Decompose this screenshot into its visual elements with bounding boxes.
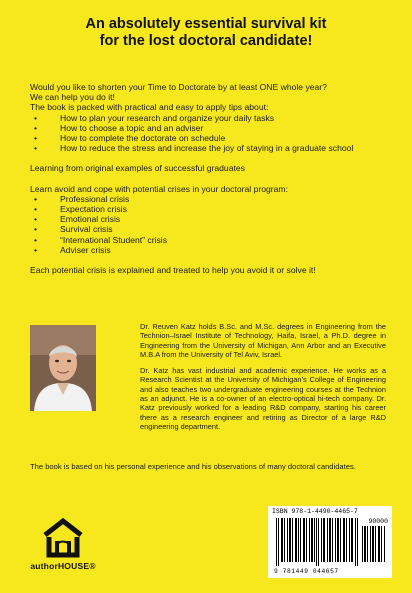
list-item: • Professional crisis <box>30 194 390 204</box>
intro-line-1: Would you like to shorten your Time to Doctorate by at least ONE whole year? <box>30 82 327 92</box>
bio-paragraph-2: Dr. Katz has vast industrial and academic experience. He works as a Research Scientist at the University of Michigan’s College of Engineering and also teaches two undergraduate engineering courses at the Technion as an adjunct. He is a co-owner of an electro-optical hi-tech company. Dr. Katz previously worked for a leading R&D company, starting his career there as a research engineer and retiring as Director of a large R&D engineering department. <box>140 366 386 431</box>
publisher-logo <box>28 515 98 575</box>
description <box>30 82 390 275</box>
house-book-icon <box>28 515 98 559</box>
author-photo <box>30 325 96 411</box>
publisher-name: authorHOUSE® <box>30 561 96 571</box>
author-bio <box>140 322 386 438</box>
isbn-text: ISBN 978-1-4490-4465-7 <box>272 508 358 515</box>
author-portrait-icon <box>30 325 96 411</box>
list-item: • Adviser crisis <box>30 245 390 255</box>
list-item: • “International Student” crisis <box>30 235 390 245</box>
list-item: • Expectation crisis <box>30 204 390 214</box>
headline-line-1: An absolutely essential survival kit <box>85 16 327 32</box>
crises-list <box>30 194 390 255</box>
list-item: • How to plan your research and organize your daily tasks <box>30 113 390 123</box>
list-item: • How to complete the doctorate on schedule <box>30 133 390 143</box>
intro-line-2: We can help you do it! <box>30 92 115 103</box>
tips-list <box>30 113 390 154</box>
crises-intro: Learn avoid and cope with potential crises in your doctoral program: <box>30 183 288 194</box>
headline <box>0 16 412 50</box>
barcode-digits: 9 781449 044657 <box>274 568 339 575</box>
barcode-area <box>268 506 392 578</box>
headline-line-2: for the lost doctoral candidate! <box>99 33 313 49</box>
list-item: • How to reduce the stress and increase the joy of staying in a graduate school <box>30 143 390 153</box>
intro-line-3: The book is packed with practical and easy to apply tips about: <box>30 102 269 113</box>
closing-text: The book is based on his personal experience and his observations of many doctoral candidates. <box>30 462 356 471</box>
each-crisis-line: Each potential crisis is explained and treated to help you avoid it or solve it! <box>30 265 316 276</box>
price-code: 90000 <box>368 518 388 525</box>
learning-line: Learning from original examples of successful graduates <box>30 163 245 174</box>
list-item: • Emotional crisis <box>30 214 390 224</box>
list-item: • How to choose a topic and an adviser <box>30 123 390 133</box>
bio-paragraph-1: Dr. Reuven Katz holds B.Sc. and M.Sc. degrees in Engineering from the Technion–Israel Institute of Technology, Haifa, Israel, a Ph.D. degree in Engineering from the University of Michigan, Ann Arbor and an Executive M.B.A from the University of Tel Aviv, Israel. <box>140 322 386 359</box>
list-item: • Survival crisis <box>30 224 390 234</box>
